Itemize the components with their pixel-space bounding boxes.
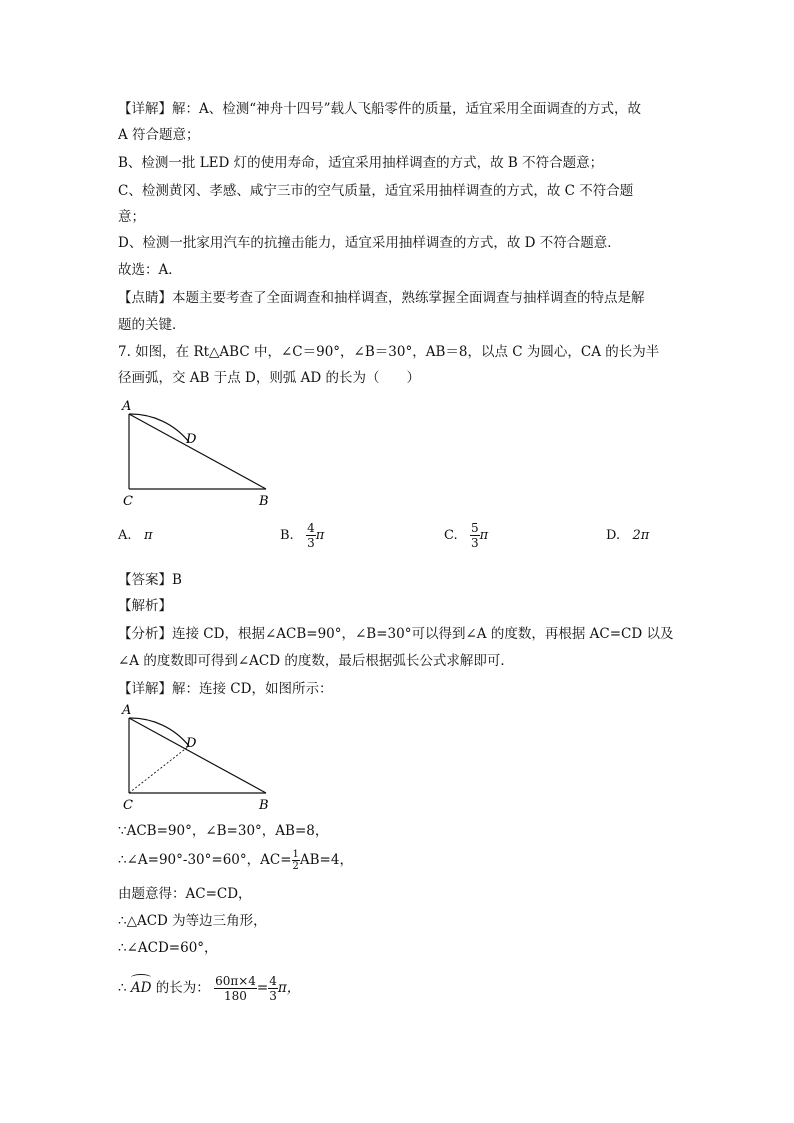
question-line-1: 7. 如图，在 Rt△ABC 中，∠C＝90°，∠B＝30°，AB＝8，以点 C 为圆心，CA 的长为半 bbox=[118, 344, 660, 360]
analysis-label: 【解析】 bbox=[118, 598, 172, 614]
detail-line-2: A 符合题意； bbox=[118, 127, 200, 143]
solution-line-4: ∴△ACD 为等边三角形， bbox=[118, 913, 267, 929]
comment-line-2: 题的关键． bbox=[118, 317, 186, 333]
analysis-line-2: ∠A 的度数即可得到∠ACD 的度数，最后根据弧长公式求解即可． bbox=[118, 653, 514, 669]
question-line-2: 径画弧，交 AB 于点 D，则弧 AD 的长为（ ） bbox=[118, 370, 421, 386]
solution-line-6: ∴ AD 的长为： $\frac{60\pi\times 4}{180}$ = $\frac{4}{3}$ π， bbox=[118, 974, 301, 1003]
triangle-figure-1 bbox=[118, 398, 288, 510]
solution-line-2: ∴∠A=90°-30°=60°，AC= $\frac{1}{2}$ AB=4， bbox=[118, 849, 353, 872]
point-label-a-2: A bbox=[122, 703, 132, 718]
detail-line-4: C、检测黄冈、孝感、咸宁三市的空气质量，适宜采用抽样调查的方式，故 C 不符合题 bbox=[118, 183, 634, 199]
option-c: C. $\frac{5}{3}$ π bbox=[444, 521, 489, 550]
detail-intro-line: 【详解】解：连接 CD，如图所示： bbox=[118, 681, 333, 697]
conclusion-line: 故选：A． bbox=[118, 262, 182, 278]
point-label-b-2: B bbox=[259, 798, 269, 813]
detail-line-5: 意； bbox=[118, 209, 145, 225]
analysis-line-1: 【分析】连接 CD，根据∠ACB=90°，∠B=30°可以得到∠A 的度数，再根据 AC=CD 以及 bbox=[118, 626, 674, 642]
arc-ad-symbol: AD bbox=[131, 979, 152, 997]
solution-line-3: 由题意得：AC=CD， bbox=[118, 886, 252, 902]
detail-line-6: D、检测一批家用汽车的抗撞击能力，适宜采用抽样调查的方式，故 D 不符合题意． bbox=[118, 235, 621, 251]
point-label-d-2: D bbox=[186, 736, 197, 751]
point-label-d: D bbox=[186, 432, 197, 447]
detail-line-1: 【详解】解：A、检测“神舟十四号”载人飞船零件的质量，适宜采用全面调查的方式，故 bbox=[118, 101, 642, 117]
point-label-c-2: C bbox=[123, 798, 133, 813]
comment-line-1: 【点睛】本题主要考查了全面调查和抽样调查，熟练掌握全面调查与抽样调查的特点是解 bbox=[118, 290, 645, 306]
option-a: A. π bbox=[118, 528, 153, 543]
point-label-a: A bbox=[122, 399, 132, 414]
option-b: B. $\frac{4}{3}$ π bbox=[280, 521, 325, 550]
point-label-c: C bbox=[123, 494, 133, 509]
answer-label: 【答案】B bbox=[118, 572, 182, 588]
detail-line-3: B、检测一批 LED 灯的使用寿命，适宜采用抽样调查的方式，故 B 不符合题意； bbox=[118, 155, 604, 171]
option-d: D. 2π bbox=[606, 528, 650, 543]
solution-line-1: ∵ACB=90°，∠B=30°，AB=8， bbox=[118, 823, 329, 839]
point-label-b: B bbox=[259, 494, 269, 509]
triangle-figure-2 bbox=[118, 702, 288, 814]
solution-line-5: ∴∠ACD=60°， bbox=[118, 940, 218, 956]
